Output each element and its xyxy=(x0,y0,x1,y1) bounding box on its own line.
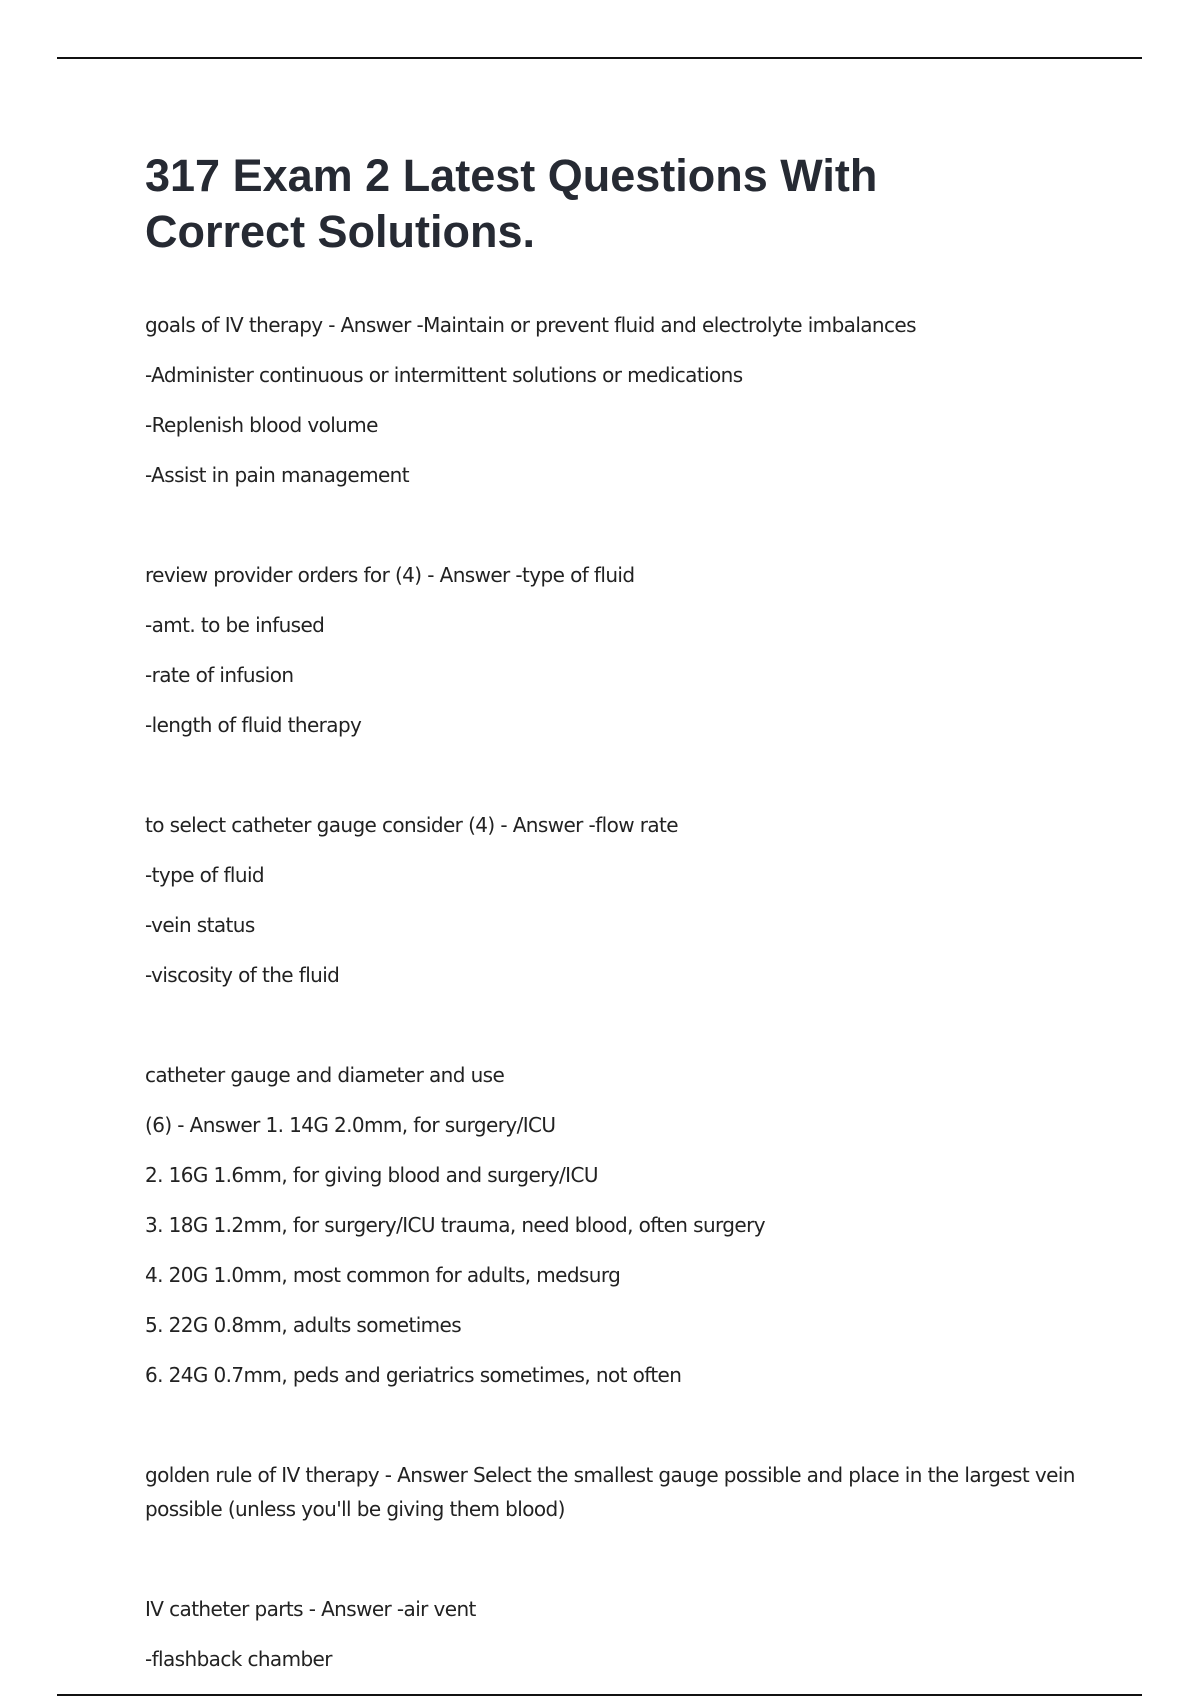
answer-line: -Replenish blood volume xyxy=(145,413,378,437)
answer-line: (6) - Answer 1. 14G 2.0mm, for surgery/ICU xyxy=(145,1113,556,1137)
title-line-2: Correct Solutions. xyxy=(145,206,536,257)
question-line: to select catheter gauge consider (4) - Answer -flow rate xyxy=(145,813,678,837)
answer-line: 3. 18G 1.2mm, for surgery/ICU trauma, need blood, often surgery xyxy=(145,1213,765,1237)
answer-line: 4. 20G 1.0mm, most common for adults, medsurg xyxy=(145,1263,621,1287)
qa-block-provider-orders xyxy=(145,558,1085,742)
qa-block-catheter-gauge-select xyxy=(145,808,1085,992)
document-body xyxy=(145,308,1085,1676)
question-line: golden rule of IV therapy - Answer Select the smallest gauge possible and place in the largest vein possible (unless you'll be giving them blood) xyxy=(145,1463,1075,1521)
answer-line: -vein status xyxy=(145,913,255,937)
answer-line: -viscosity of the fluid xyxy=(145,963,340,987)
block-spacer xyxy=(145,508,1085,558)
document-content xyxy=(145,148,1085,1692)
answer-line: -flashback chamber xyxy=(145,1647,332,1671)
question-line: review provider orders for (4) - Answer -type of fluid xyxy=(145,563,635,587)
qa-block-catheter-gauge-use xyxy=(145,1058,1085,1392)
answer-line: 6. 24G 0.7mm, peds and geriatrics sometimes, not often xyxy=(145,1363,682,1387)
title-line-1: 317 Exam 2 Latest Questions With xyxy=(145,150,878,201)
qa-block-iv-goals xyxy=(145,308,1085,492)
block-spacer xyxy=(145,758,1085,808)
bottom-rule xyxy=(57,1694,1142,1696)
answer-line: -Administer continuous or intermittent solutions or medications xyxy=(145,363,743,387)
question-line: goals of IV therapy - Answer -Maintain or prevent fluid and electrolyte imbalances xyxy=(145,313,916,337)
answer-line: -type of fluid xyxy=(145,863,265,887)
block-spacer xyxy=(145,1542,1085,1592)
answer-line: -length of fluid therapy xyxy=(145,713,362,737)
qa-block-catheter-parts xyxy=(145,1592,1085,1676)
document-title xyxy=(145,148,1085,260)
block-spacer xyxy=(145,1408,1085,1458)
answer-line: 5. 22G 0.8mm, adults sometimes xyxy=(145,1313,462,1337)
block-spacer xyxy=(145,1008,1085,1058)
answer-line: 2. 16G 1.6mm, for giving blood and surgery/ICU xyxy=(145,1163,598,1187)
question-line: IV catheter parts - Answer -air vent xyxy=(145,1597,476,1621)
answer-line: -rate of infusion xyxy=(145,663,294,687)
answer-line: -Assist in pain management xyxy=(145,463,409,487)
qa-block-golden-rule xyxy=(145,1458,1085,1526)
answer-line: -amt. to be infused xyxy=(145,613,325,637)
top-rule xyxy=(57,57,1142,59)
question-line: catheter gauge and diameter and use xyxy=(145,1063,505,1087)
